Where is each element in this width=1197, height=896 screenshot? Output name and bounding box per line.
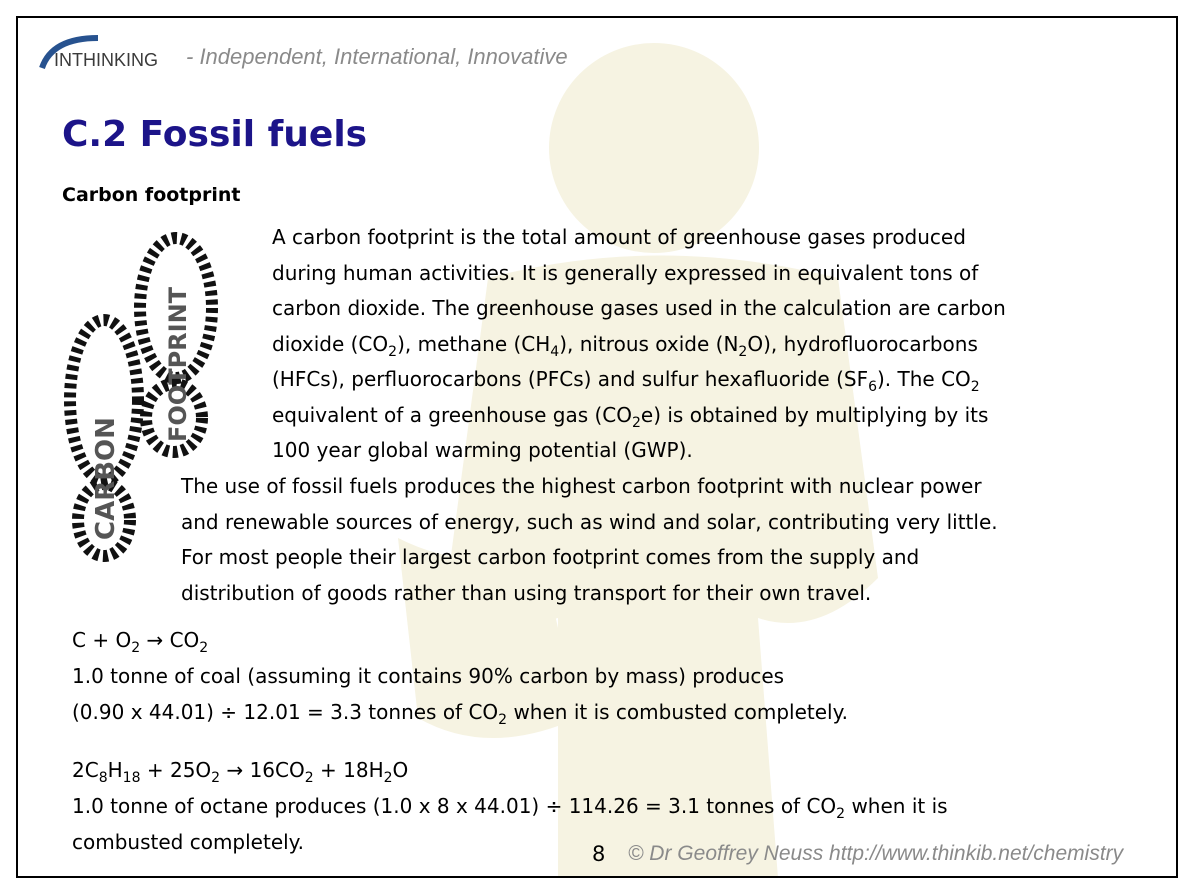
paragraph-definition — [272, 220, 1172, 469]
text-line: combusted completely. — [72, 830, 305, 854]
text-line: For most people their largest carbon footprint comes from the supply and — [181, 545, 920, 569]
section-subtitle: Carbon footprint — [62, 184, 241, 206]
text-line: (HFCs), perfluorocarbons (PFCs) and sulfur hexafluoride $(SF_6)$. The $CO_2$ — [272, 367, 980, 395]
text-line: during human activities. It is generally expressed in equivalent tons of — [272, 260, 979, 285]
text-line: The use of fossil fuels produces the highest carbon footprint with nuclear power — [181, 474, 982, 498]
text-line: 1.0 tonne of octane produces (1.0 x 8 x 44.01) ÷ 114.26 = 3.1 tonnes of $CO_2$ when it is — [72, 794, 948, 822]
slide — [16, 16, 1178, 878]
text-line: A carbon footprint is the total amount of greenhouse gases produced — [272, 225, 966, 249]
coal-combustion-equation — [72, 622, 848, 730]
text-line: 1.0 tonne of coal (assuming it contains 90% carbon by mass) produces — [72, 664, 785, 688]
page-number: 8 — [592, 842, 606, 866]
left-shoe-label: CARBON — [91, 417, 121, 540]
text-line: carbon dioxide. The greenhouse gases used in the calculation are carbon — [272, 296, 1006, 320]
inthinking-logo — [38, 32, 188, 72]
text-line: equivalent of a greenhouse gas $(CO_2e)$ is obtained by multiplying by its — [272, 402, 989, 431]
text-line: distribution of goods rather than using transport for their own travel. — [181, 580, 872, 605]
text-line: dioxide $(CO_2)$, methane $(CH_4)$, nitrous oxide $(N_2O)$, hydrofluorocarbons — [272, 331, 978, 360]
text-line: 100 year global warming potential (GWP). — [272, 438, 693, 462]
right-shoe-icon — [140, 238, 212, 452]
page-title: C.2 Fossil fuels — [62, 114, 368, 155]
copyright-footer: © Dr Geoffrey Neuss http://www.thinkib.net/chemistry — [628, 842, 1124, 865]
paragraph-fossil-fuels — [181, 469, 1176, 611]
right-shoe-label: FOOTPRINT — [164, 286, 192, 442]
text-line: and renewable sources of energy, such as wind and solar, contributing very little. — [181, 509, 998, 534]
text-line: (0.90 x 44.01) ÷ 12.01 = 3.3 tonnes of $CO_2$ when it is combusted completely. — [72, 700, 848, 728]
equation-line: $2C_8H_{18} + 25O_2 \to 16CO_2 + 18H_2O$ — [72, 758, 409, 786]
equation-line: $C + O_2 \to CO_2$ — [72, 628, 209, 656]
left-shoe-icon — [70, 320, 138, 556]
logo-text: INTHINKING — [54, 50, 159, 70]
tagline: - Independent, International, Innovative — [186, 44, 568, 69]
